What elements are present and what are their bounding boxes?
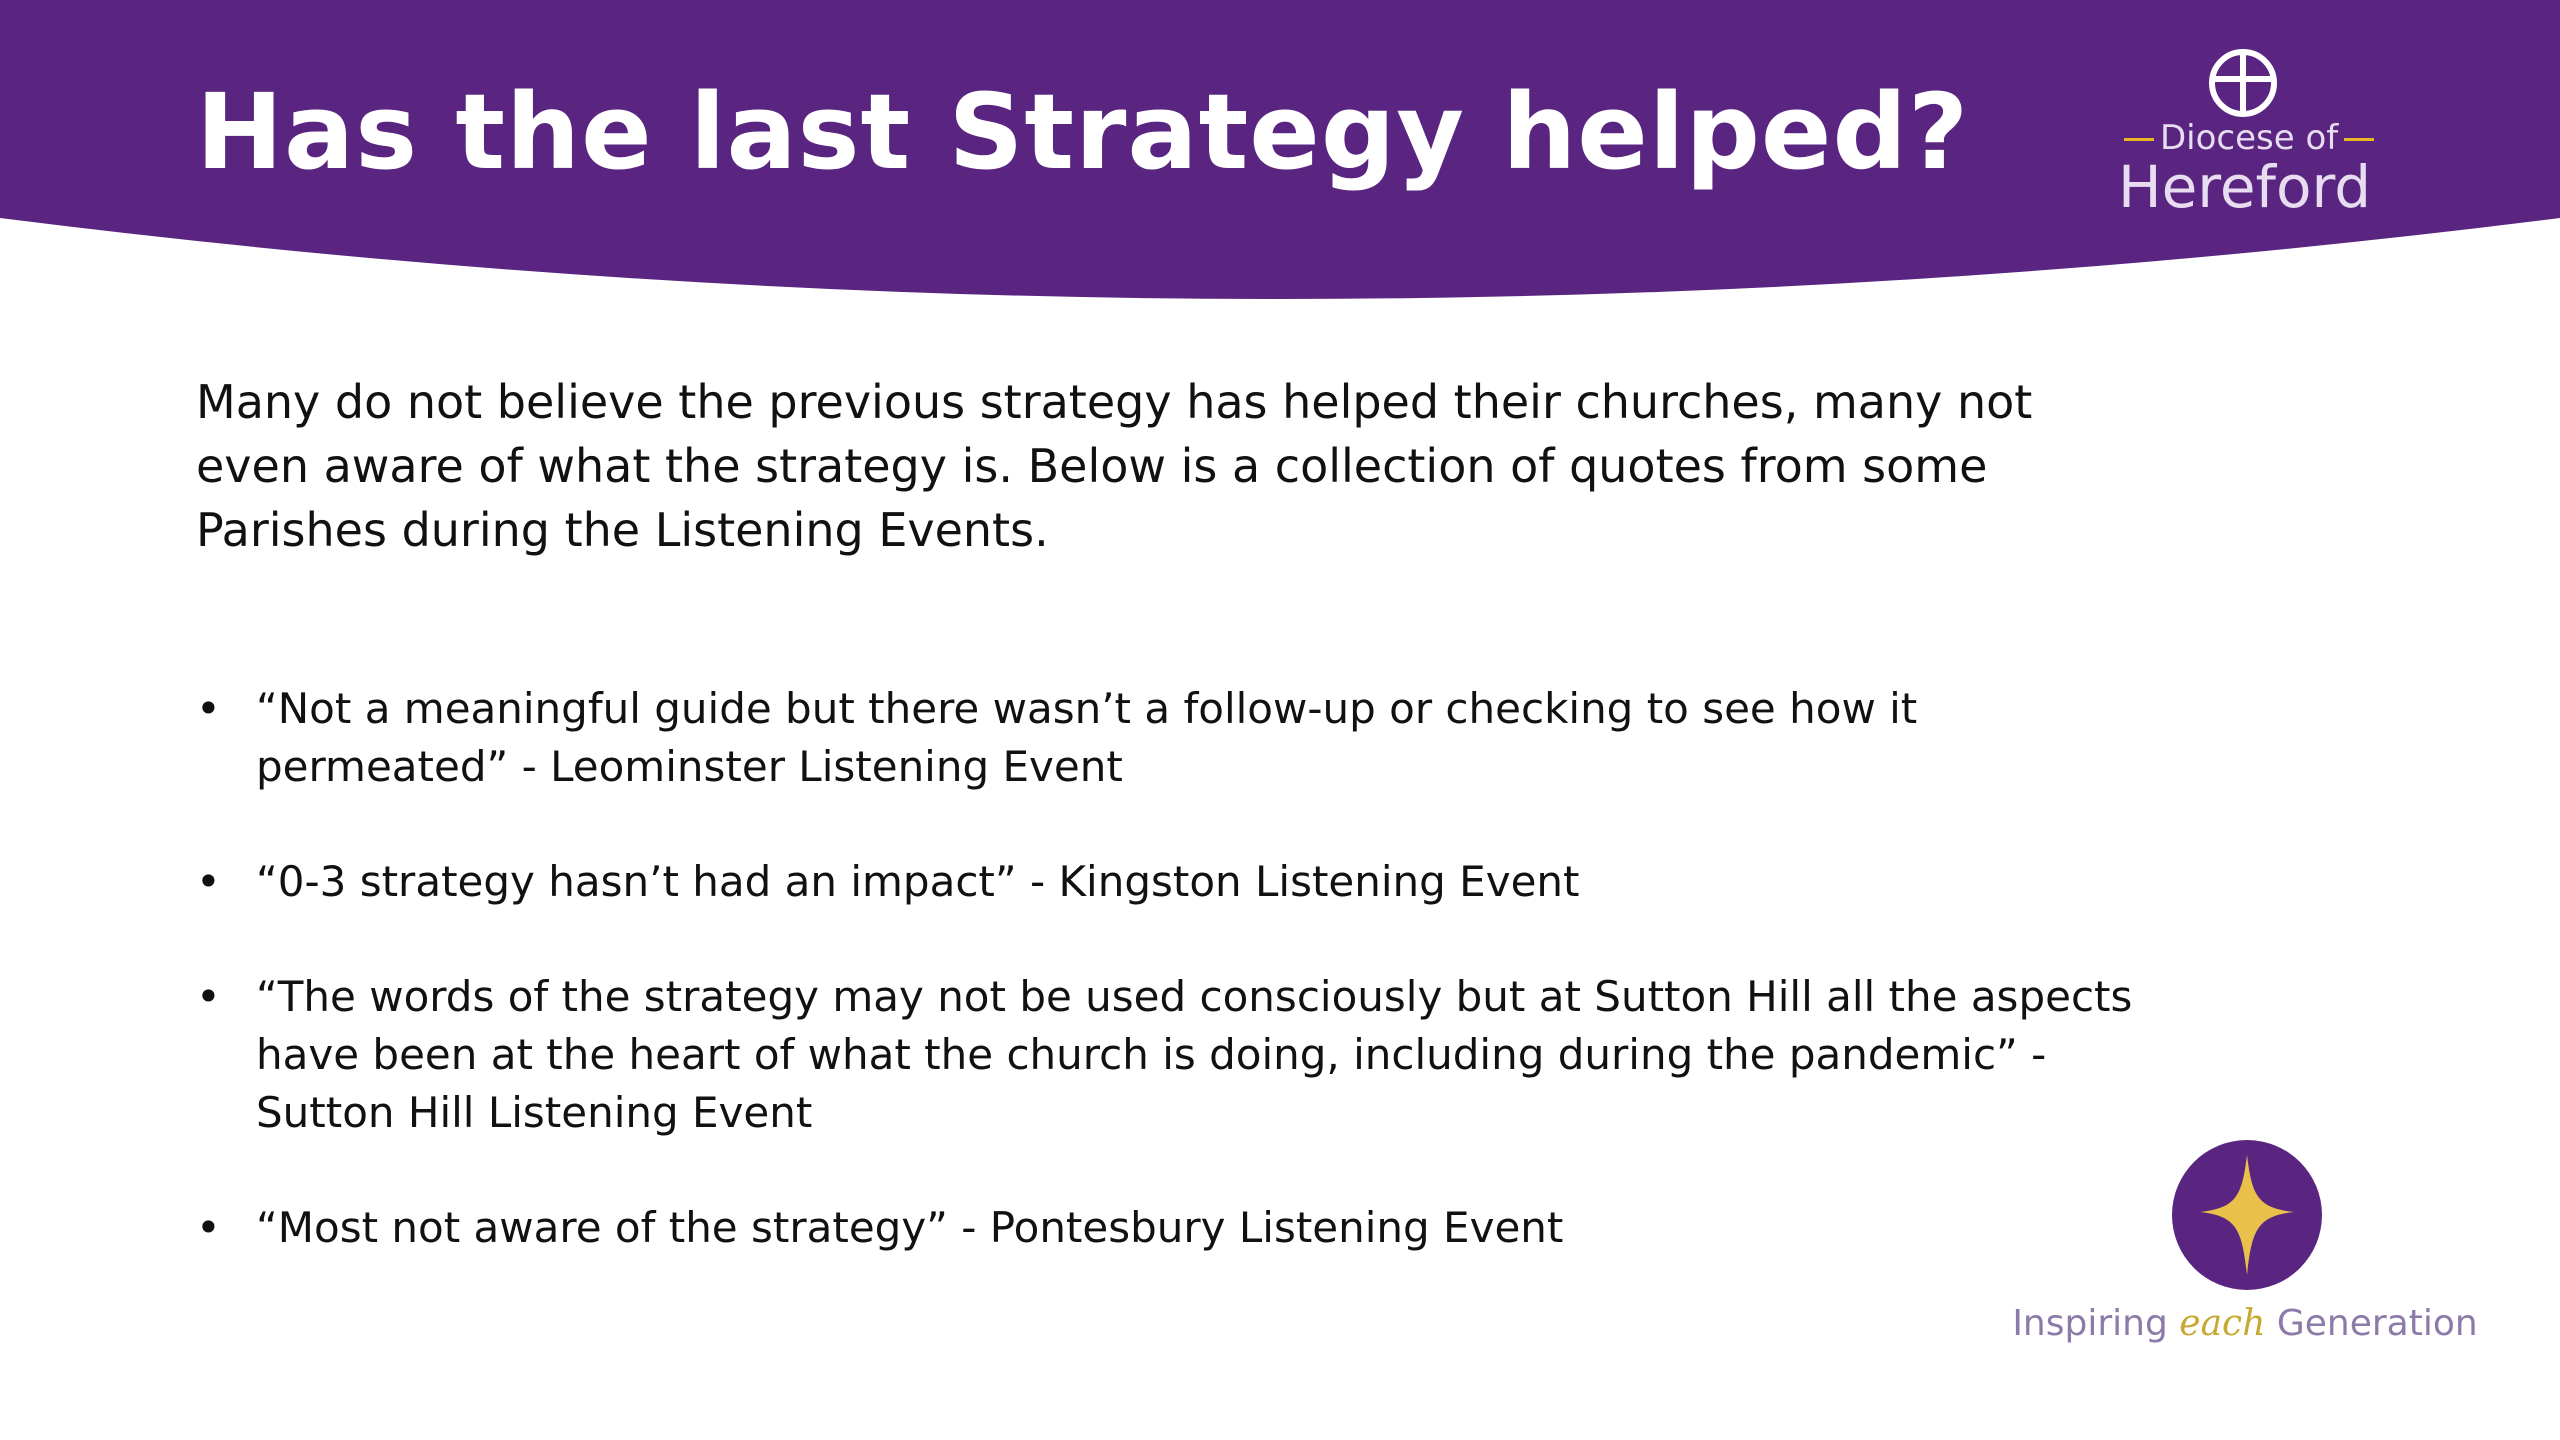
intro-paragraph: Many do not believe the previous strategy has helped their churches, many not even aware of what the strategy is. Below is a collection of quotes from some Parishes during the Listening Events. bbox=[196, 375, 2033, 557]
bullet: • bbox=[196, 857, 221, 906]
gold-star-icon bbox=[2172, 1140, 2322, 1290]
quote-text: “Most not aware of the strategy” - Pontesbury Listening Event bbox=[256, 1203, 1564, 1252]
logo-dash-left bbox=[2124, 138, 2154, 141]
bullet: • bbox=[196, 684, 221, 733]
tagline-end: Generation bbox=[2265, 1303, 2478, 1344]
quote-item bbox=[196, 853, 2176, 911]
quote-item bbox=[196, 680, 2176, 796]
quote-text: “0-3 strategy hasn’t had an impact” - Kingston Listening Event bbox=[256, 857, 1580, 906]
quote-list bbox=[196, 680, 2176, 1257]
bullet: • bbox=[196, 1203, 221, 1252]
logo-diocese-of bbox=[2118, 118, 2368, 158]
diocese-logo bbox=[2118, 42, 2372, 222]
tagline-start: Inspiring bbox=[2012, 1303, 2180, 1344]
quote-item bbox=[196, 968, 2176, 1142]
bullet: • bbox=[196, 972, 221, 1021]
tagline-logo bbox=[2010, 1140, 2480, 1360]
tagline bbox=[2010, 1300, 2480, 1348]
quote-text: “The words of the strategy may not be used consciously but at Sutton Hill all the aspects have been at the heart of what the church is doing, including during the pandemic” - Sutton Hill Listening Event bbox=[256, 972, 2133, 1137]
logo-line1: Diocese of bbox=[2160, 118, 2339, 158]
quote-item bbox=[196, 1199, 2176, 1257]
cross-circle-icon bbox=[2206, 46, 2280, 120]
logo-line2: Hereford bbox=[2118, 153, 2372, 221]
slide-title: Has the last Strategy helped? bbox=[196, 71, 1970, 193]
tagline-highlight: each bbox=[2179, 1303, 2266, 1344]
logo-dash-right bbox=[2344, 138, 2374, 141]
quote-text: “Not a meaningful guide but there wasn’t a follow-up or checking to see how it permeated” - Leominster Listening Event bbox=[256, 684, 1918, 791]
